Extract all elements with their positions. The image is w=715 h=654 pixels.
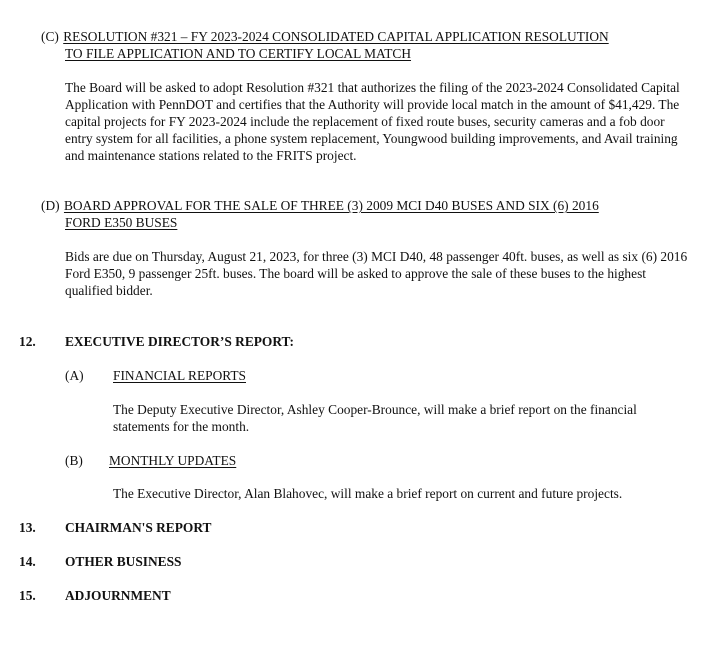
section-15-title: ADJOURNMENT bbox=[65, 588, 171, 603]
item-c-heading bbox=[41, 28, 609, 45]
section-13-number: 13. bbox=[19, 520, 36, 535]
section-15-number: 15. bbox=[19, 588, 36, 603]
item-d-body: Bids are due on Thursday, August 21, 2023, for three (3) MCI D40, 48 passenger 40ft. buses, as well as six (6) 2016 Ford E350, 9 passenger 25ft. buses. The board will be asked to approve the sale of these buses to the highest qualified bidder. bbox=[65, 249, 688, 298]
item-d-title-line2: FORD E350 BUSES bbox=[65, 215, 178, 230]
section-12b-title: MONTHLY UPDATES bbox=[109, 453, 237, 468]
item-c-title-line1: RESOLUTION #321 – FY 2023-2024 CONSOLIDATED CAPITAL APPLICATION RESOLUTION bbox=[63, 29, 609, 44]
item-c-body: The Board will be asked to adopt Resolution #321 that authorizes the filing of the 2023-2024 Consolidated Capital Application with PennDOT and certifies that the Authority will provide local match in the amount of $41,429. The capital projects for FY 2023-2024 include the replacement of fixed route buses, security cameras and a fob door entry system for all facilities, a phone system replacement, Youngwood building improvements, and Avail training and maintenance stations related to the FRITS project. bbox=[65, 80, 680, 163]
section-14-title: OTHER BUSINESS bbox=[65, 554, 182, 569]
item-d-title-line1: BOARD APPROVAL FOR THE SALE OF THREE (3) 2009 MCI D40 BUSES AND SIX (6) 2016 bbox=[63, 198, 599, 213]
item-c-letter: (C) bbox=[41, 29, 59, 44]
item-d-letter: (D) bbox=[41, 198, 60, 213]
item-d-heading bbox=[41, 197, 599, 214]
section-12b-body: The Executive Director, Alan Blahovec, will make a brief report on current and future projects. bbox=[113, 486, 623, 501]
section-12-number: 12. bbox=[19, 334, 36, 349]
section-13-title: CHAIRMAN'S REPORT bbox=[65, 520, 212, 535]
section-12-title: EXECUTIVE DIRECTOR’S REPORT: bbox=[65, 334, 294, 349]
section-12a-letter: (A) bbox=[65, 368, 84, 383]
section-12b-letter: (B) bbox=[65, 453, 83, 468]
section-12a-body: The Deputy Executive Director, Ashley Cooper-Brounce, will make a brief report on the financial statements for the month. bbox=[113, 402, 637, 434]
section-14-number: 14. bbox=[19, 554, 36, 569]
item-c-title-line2: TO FILE APPLICATION AND TO CERTIFY LOCAL MATCH bbox=[65, 46, 412, 61]
section-12a-title: FINANCIAL REPORTS bbox=[113, 368, 246, 383]
